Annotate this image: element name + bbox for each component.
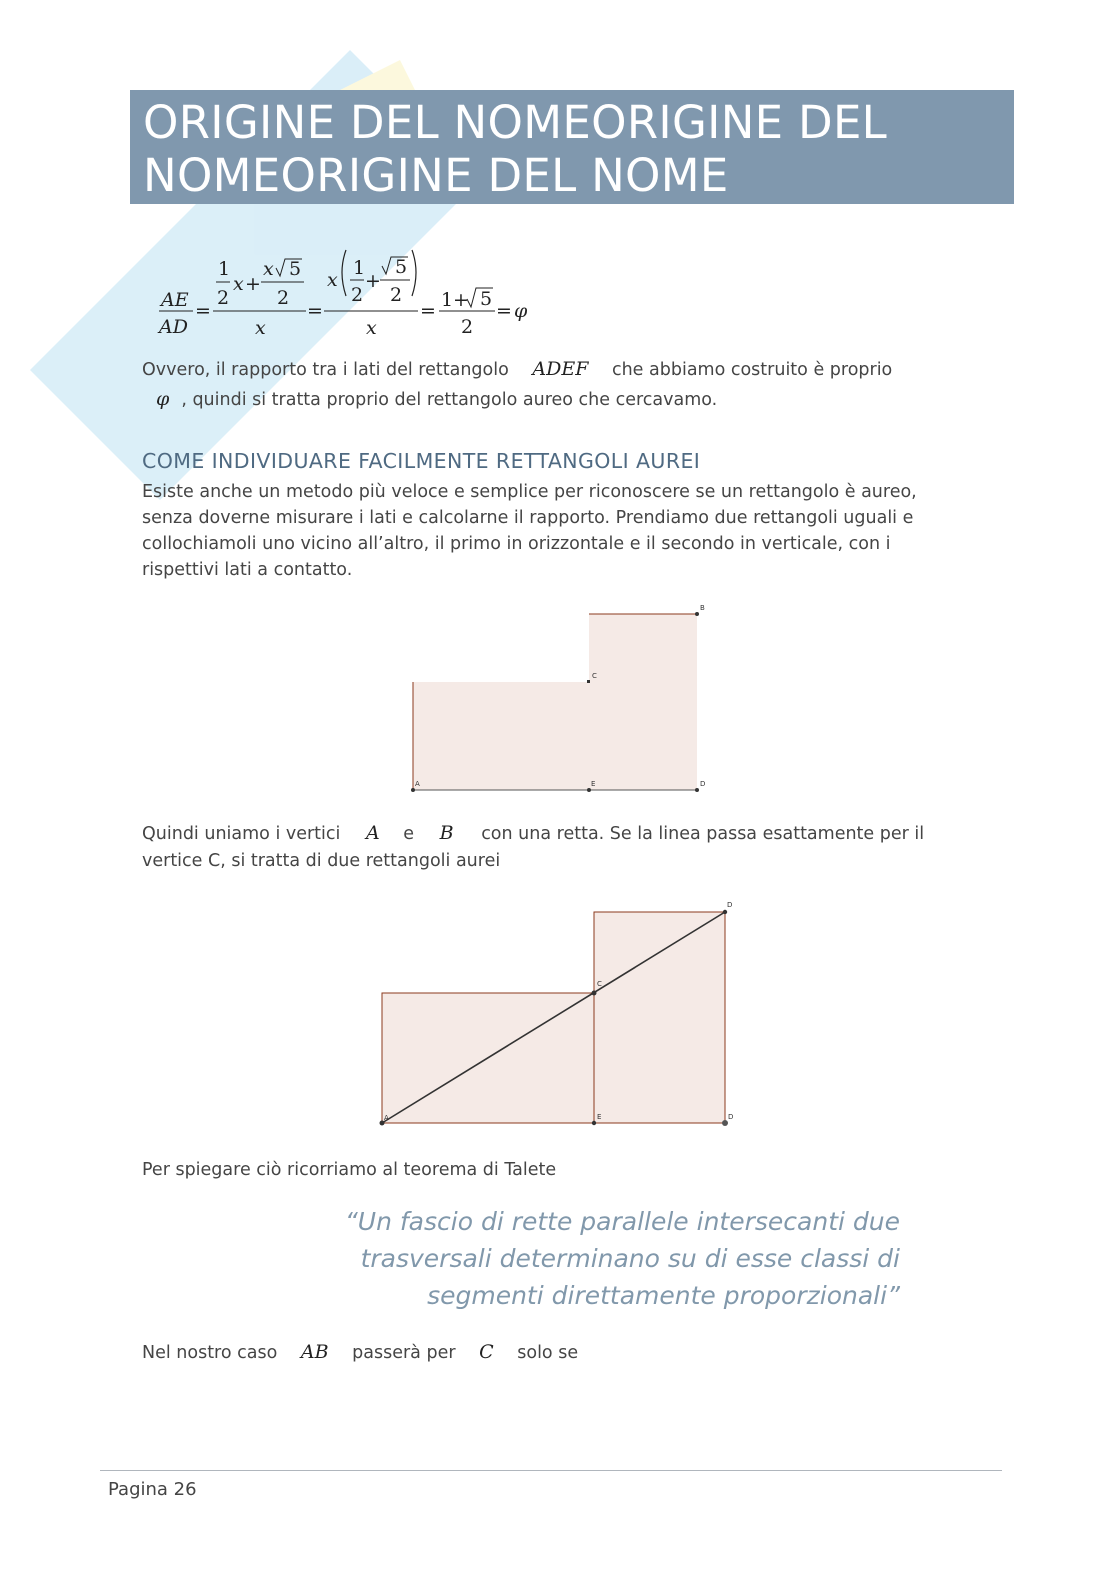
formula-eq-1: = bbox=[195, 300, 211, 322]
math-phi: φ bbox=[156, 388, 170, 410]
label-d: D bbox=[700, 780, 706, 788]
formula-half-num-a: 1 bbox=[218, 258, 231, 280]
figure-two-rectangles bbox=[400, 600, 720, 800]
paragraph-ratio: Ovvero, il rapporto tra i lati del rettangolo ADEF che abbiamo costruito è proprio bbox=[142, 358, 893, 380]
paragraph-talete: Per spiegare ciò ricorriamo al teorema di Talete bbox=[142, 1160, 557, 1180]
formula-eq-3: = bbox=[420, 300, 436, 322]
label-c: C bbox=[592, 672, 597, 680]
talete-quote: “Un fascio di rette parallele intersecanti due trasversali determinano su di esse classi di segmenti direttamente proporzionali” bbox=[344, 1207, 900, 1310]
formula-eq-4: = bbox=[496, 300, 512, 322]
formula-x-a: x bbox=[233, 273, 244, 295]
formula-phi: φ bbox=[514, 300, 528, 322]
page-number: Pagina 26 bbox=[108, 1479, 197, 1500]
label-b-2: D bbox=[727, 901, 733, 909]
formula-eq-2: = bbox=[307, 300, 323, 322]
formula-lhs-num: AE bbox=[161, 289, 189, 311]
horizontal-rectangle bbox=[413, 682, 590, 790]
math-a: A bbox=[365, 822, 380, 844]
formula-lhs-den: AD bbox=[159, 316, 188, 338]
formula-x-den-1: x bbox=[255, 317, 266, 339]
figure-rectangles-diagonal bbox=[372, 895, 742, 1135]
math-adef: ADEF bbox=[532, 358, 589, 380]
paragraph-method: Esiste anche un metodo più veloce e semplice per riconoscere se un rettangolo è aureo, senza doverne misurare i lati e calcolarne il rapporto. Prendiamo due rettangoli uguali e collochiamoli uno vicino all’altro, il primo in orizzontale e il secondo in verticale, con i rispettivi lati a contatto. bbox=[142, 482, 917, 580]
formula-half-num-b: 1 bbox=[353, 257, 366, 279]
page-title: ORIGINE DEL NOMEORIGINE DEL NOMEORIGINE DEL NOME bbox=[143, 96, 888, 202]
formula-plus-b: + bbox=[365, 270, 381, 292]
paragraph-join-vertices-line2: vertice C, si tratta di due rettangoli aurei bbox=[142, 851, 501, 871]
label-e: E bbox=[591, 780, 596, 788]
formula-x-den-2: x bbox=[366, 317, 377, 339]
formula-sqrt5-b: 5 bbox=[395, 256, 408, 278]
math-ab: AB bbox=[300, 1341, 329, 1363]
golden-ratio-formula bbox=[150, 244, 550, 344]
math-b: B bbox=[439, 822, 454, 844]
formula-half-den-a: 2 bbox=[217, 287, 230, 309]
label-c-2: C bbox=[597, 980, 602, 988]
formula-sqrt5-c: 5 bbox=[480, 288, 493, 310]
formula-plus-c: + bbox=[453, 289, 469, 311]
formula-plus-a: + bbox=[245, 273, 261, 295]
formula-two-b: 2 bbox=[390, 284, 403, 306]
formula-sqrt5-a: 5 bbox=[289, 258, 302, 280]
label-a: A bbox=[415, 780, 420, 788]
title-band bbox=[130, 90, 1014, 204]
formula-x-b: x bbox=[263, 258, 274, 280]
label-b: B bbox=[700, 604, 705, 612]
label-d-2: D bbox=[728, 1113, 734, 1121]
formula-half-den-b: 2 bbox=[351, 284, 364, 306]
formula-x-c: x bbox=[327, 269, 338, 291]
label-a-2: A bbox=[384, 1114, 389, 1122]
label-e-2: E bbox=[597, 1113, 602, 1121]
paragraph-ratio-line2: φ , quindi si tratta proprio del rettangolo aureo che cercavamo. bbox=[156, 388, 718, 410]
math-c: C bbox=[479, 1341, 494, 1363]
paragraph-condition: Nel nostro caso AB passerà per C solo se bbox=[142, 1341, 579, 1363]
footer-divider bbox=[100, 1470, 1002, 1471]
vertical-rectangle bbox=[589, 614, 697, 790]
formula-two-a: 2 bbox=[277, 287, 290, 309]
paragraph-join-vertices: Quindi uniamo i vertici A e B con una retta. Se la linea passa esattamente per il bbox=[142, 822, 925, 844]
formula-one: 1 bbox=[441, 289, 454, 311]
vertical-rectangle-2 bbox=[594, 912, 725, 1123]
formula-two-c: 2 bbox=[461, 316, 474, 338]
section-heading: COME INDIVIDUARE FACILMENTE RETTANGOLI AUREI bbox=[142, 449, 701, 473]
